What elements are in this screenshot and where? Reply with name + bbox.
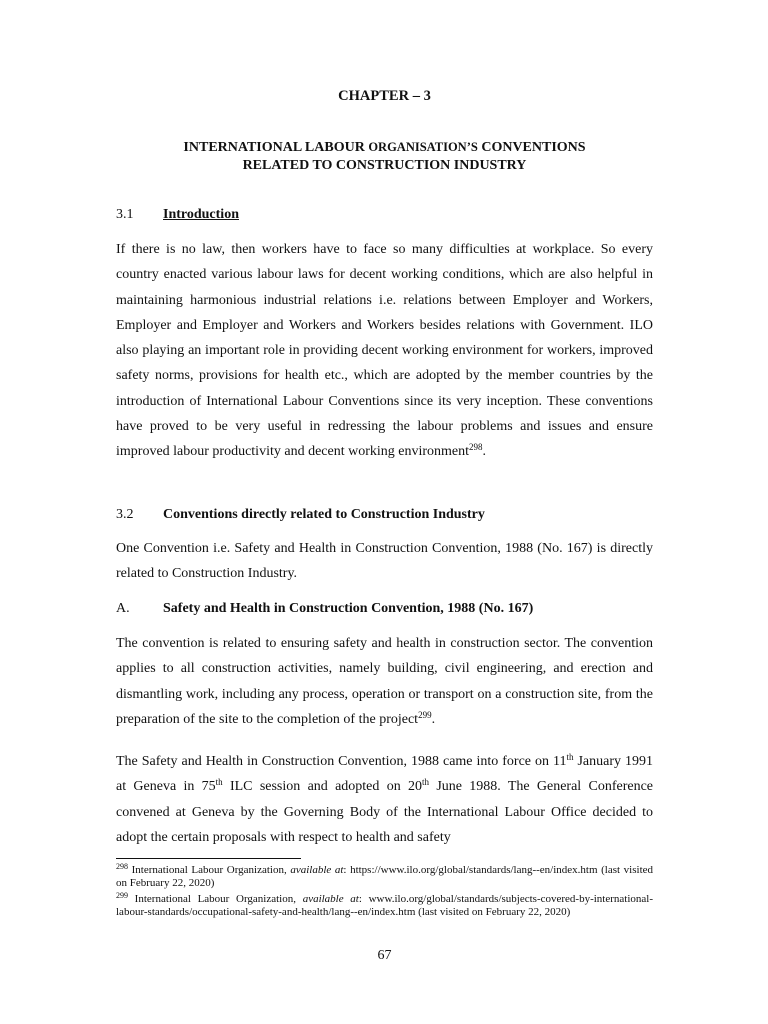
section-a-heading	[116, 600, 533, 618]
footnote-ref-299: 299	[418, 709, 432, 720]
history-text-3: ILC session and adopted on 20	[222, 779, 422, 795]
title-line2: RELATED TO CONSTRUCTION INDUSTRY	[242, 158, 527, 173]
convention-paragraph: One Convention i.e. Safety and Health in Construction Convention, 1988 (No. 167) is directly related to Construction Industry.	[116, 541, 653, 582]
history-text-2: January 1991 at Geneva in 75	[116, 754, 653, 795]
intro-paragraph-end: .	[482, 444, 487, 460]
title-line1-part-b: ORGANISATION’S	[368, 140, 478, 154]
title-line1-part-c: CONVENTIONS	[477, 140, 586, 155]
footnote-299	[116, 893, 653, 919]
section-3-1-heading	[116, 206, 239, 224]
scope-paragraph-text: The convention is related to ensuring safety and health in construction sector. The convention applies to all construction activities, namely building, civil engineering, and erection and dismantling work, including any process, operation or transport on a construction site, from the preparation of the site to the completion of the project	[116, 636, 653, 727]
footnote-299-italic: available at	[302, 893, 359, 905]
section-3-1-number: 3.1	[116, 207, 134, 222]
section-3-2-title: Conventions directly related to Construction Industry	[163, 507, 485, 522]
intro-paragraph-text: If there is no law, then workers have to face so many difficulties at workplace. So every country enacted various labour laws for decent working conditions, which are also helpful in maintaining harmonious industrial relations i.e. relations between Employer and Workers, Employer and Employer and Workers and Workers besides relations with Government. ILO also playing an important role in providing decent working environment for workers, improved safety norms, provisions for health etc., which are adopted by the member countries by the introduction of International Labour Conventions since its very inception. These conventions have proved to be very useful in redressing the labour problems and issues and ensure improved labour productivity and decent working environment	[116, 242, 653, 460]
footnote-298-post: : https://www.ilo.org/global/standards/lang--en/index.htm (last visited on February 22, 2020)	[116, 864, 654, 889]
scope-paragraph	[116, 631, 653, 732]
section-3-2-number: 3.2	[116, 507, 134, 522]
footnote-298-pre: International Labour Organization,	[128, 864, 291, 876]
title-line1-part-a: INTERNATIONAL LABOUR	[183, 140, 369, 155]
footnote-298-number: 298	[116, 862, 128, 871]
section-3-2-heading	[116, 506, 485, 524]
section-3-1-title: Introduction	[163, 207, 239, 222]
history-paragraph	[116, 749, 653, 850]
footnote-298-italic: available at	[290, 864, 344, 876]
chapter-label: CHAPTER – 3	[338, 88, 431, 104]
intro-paragraph	[116, 237, 653, 465]
history-sup-2: th	[215, 777, 223, 788]
section-a-number: A.	[116, 601, 130, 616]
chapter-title	[116, 138, 653, 175]
history-sup-3: th	[422, 777, 430, 788]
section-a-title: Safety and Health in Construction Convention, 1988 (No. 167)	[163, 601, 534, 616]
document-page	[116, 0, 653, 1024]
footnote-299-pre: International Labour Organization,	[128, 893, 303, 905]
footnote-298	[116, 864, 653, 890]
footnote-divider	[116, 858, 301, 859]
page-number: 67	[377, 948, 392, 963]
history-sup-1: th	[566, 752, 574, 762]
scope-paragraph-end: .	[431, 711, 436, 727]
history-text-4: June 1988. The General Conference convened at Geneva by the Governing Body of the International Labour Office decided to adopt the certain proposals with respect to health and safety	[116, 779, 654, 845]
footnote-ref-298: 298	[469, 442, 483, 453]
history-text-1: The Safety and Health in Construction Convention, 1988 came into force on 11	[116, 754, 567, 769]
footnote-299-post: : www.ilo.org/global/standards/subjects-covered-by-international-labour-standards/occupational-safety-and-health/lang--en/index.htm (last visited on February 22, 2020)	[116, 893, 654, 918]
footnote-299-number: 299	[116, 891, 128, 900]
